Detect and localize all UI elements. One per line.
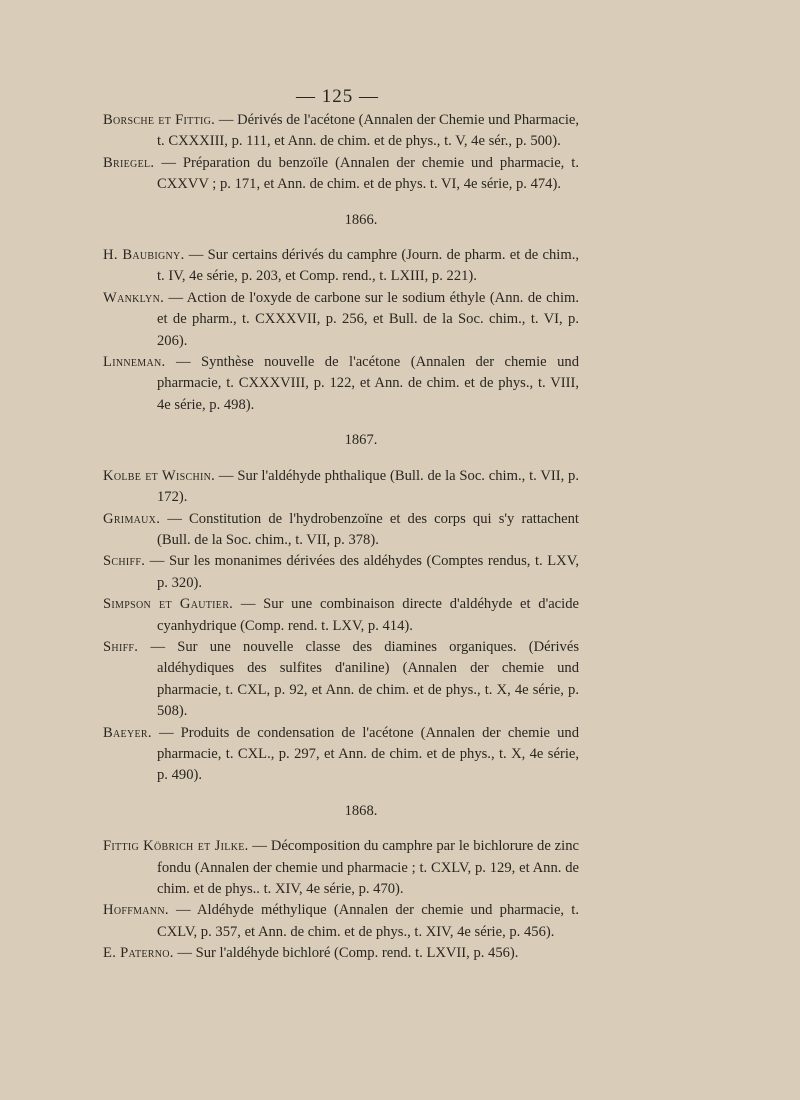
entry-text: — Action de l'oxyde de carbone sur le sodium éthyle (Ann. de chim. et de pharm., t. CXXXVII, p. 256, et Bull. de la Soc. chim., t. VI, p. 206). xyxy=(157,289,579,349)
entry-text: — Décomposition du camphre par le bichlorure de zinc fondu (Annalen der chemie und pharmacie ; t. CXLV, p. 129, et Ann. de chim. et de phys.. t. XIV, 4e série, p. 470). xyxy=(157,838,579,897)
entry-author: H. Baubigny. xyxy=(103,247,185,264)
section-undated xyxy=(103,110,579,196)
year-heading: 1866. xyxy=(344,211,378,228)
entry-text: — Sur l'aldéhyde bichloré (Comp. rend. t. LXVII, p. 456). xyxy=(177,945,519,962)
section-1868 xyxy=(103,801,579,965)
entry-text: — Synthèse nouvelle de l'acétone (Annalen der chemie und pharmacie, t. CXXXVIII, p. 122, et Ann. de chim. et de phys., t. VIII, 4e série, p. 498). xyxy=(157,354,579,413)
bibliography-entry xyxy=(103,836,579,900)
entry-text: — Sur certains dérivés du camphre (Journ. de pharm. et de chim., t. IV, 4e série, p. 203, et Comp. rend., t. LXIII, p. 221). xyxy=(157,247,579,285)
entry-author: Kolbe et Wischin. xyxy=(103,467,216,484)
entry-text: — Sur une combinaison directe d'aldéhyde et d'acide cyanhydrique (Comp. rend. t. LXV, p. 414). xyxy=(157,596,579,634)
entry-author: Baeyer. xyxy=(103,724,152,741)
year-heading: 1867. xyxy=(344,432,378,449)
bibliography-entry xyxy=(103,110,579,153)
bibliography-entry xyxy=(103,637,579,723)
section-1867 xyxy=(103,430,579,787)
entry-author: Fittig Köbrich et Jilke. xyxy=(103,838,249,855)
entry-author: Briegel. xyxy=(103,154,155,171)
entry-author: E. Paterno. xyxy=(103,945,174,962)
entry-author: Grimaux. xyxy=(103,510,161,527)
bibliography-entry xyxy=(103,245,579,288)
bibliography-entry xyxy=(103,594,579,637)
entry-text: — Produits de condensation de l'acétone (Annalen der chemie und pharmacie, t. CXL., p. 297, et Ann. de chim. et de phys., t. X, 4e série, p. 490). xyxy=(157,724,579,784)
entry-text: — Sur une nouvelle classe des diamines organiques. (Dérivés aldéhydiques des sulfites d'aniline) (Annalen der chemie und pharmacie, t. CXL, p. 92, et Ann. de chim. et de phys., t. X, 4e série, p. 508). xyxy=(150,638,579,720)
bibliography-entry xyxy=(103,288,579,352)
entry-author: Wanklyn. xyxy=(103,289,165,306)
entry-author: Linneman. xyxy=(103,354,166,371)
entry-text: — Sur l'aldéhyde phthalique (Bull. de la Soc. chim., t. VII, p. 172). xyxy=(157,467,579,506)
entry-author: Hoffmann. xyxy=(103,902,169,919)
section-1866 xyxy=(103,210,579,417)
entry-text: — Préparation du benzoïle (Annalen der chemie und pharmacie, t. CXXVV ; p. 171, et Ann. de chim. et de phys. t. VI, 4e série, p. 474). xyxy=(157,154,579,193)
bibliography-entry xyxy=(103,943,579,964)
entry-text: — Constitution de l'hydrobenzoïne et des corps qui s'y rattachent (Bull. de la Soc. chim., t. VII, p. 378). xyxy=(157,510,579,548)
entry-author: Simpson et Gautier. xyxy=(103,596,234,613)
entry-text: — Aldéhyde méthylique (Annalen der chemie und pharmacie, t. CXLV, p. 357, et Ann. de chim. et de phys., t. XIV, 4e série, p. 456). xyxy=(157,902,579,940)
page-number: — 125 — xyxy=(296,86,379,107)
bibliography xyxy=(103,110,579,965)
entry-text: — Dérivés de l'acétone (Annalen der Chemie und Pharmacie, t. CXXXIII, p. 111, et Ann. de chim. et de phys., t. V, 4e sér., p. 500). xyxy=(157,112,579,150)
entry-author: Shiff. xyxy=(103,638,139,655)
year-heading: 1868. xyxy=(344,802,378,819)
entry-author: Borsche et Fittig. xyxy=(103,112,216,128)
bibliography-entry xyxy=(103,352,579,416)
bibliography-entry xyxy=(103,509,579,552)
bibliography-entry xyxy=(103,466,579,509)
bibliography-entry xyxy=(103,551,579,594)
bibliography-entry xyxy=(103,900,579,943)
entry-author: Schiff. xyxy=(103,553,146,570)
bibliography-entry xyxy=(103,153,579,196)
bibliography-entry xyxy=(103,723,579,787)
entry-text: — Sur les monanimes dérivées des aldéhydes (Comptes rendus, t. LXV, p. 320). xyxy=(149,553,579,591)
